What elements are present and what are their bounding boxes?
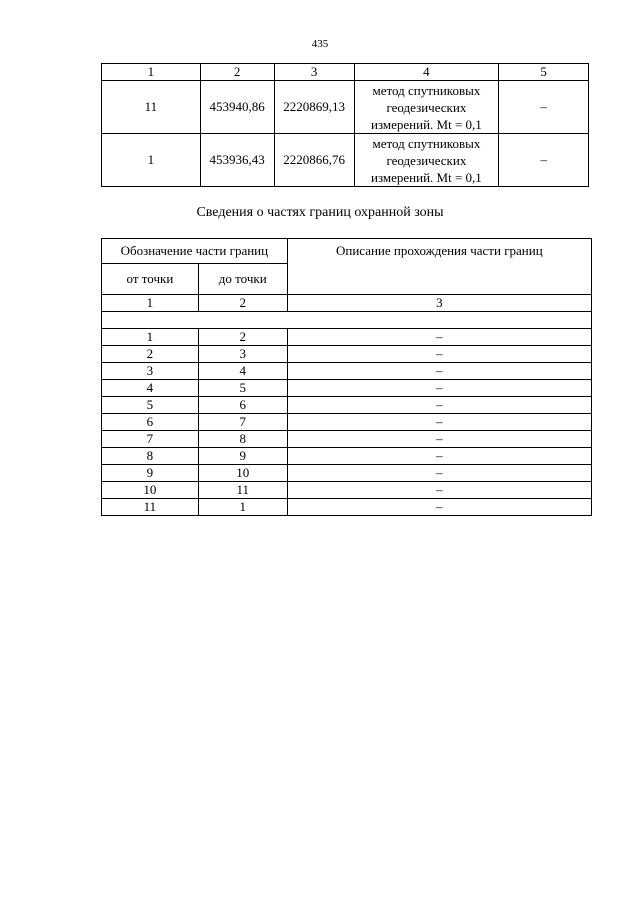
table-row	[102, 363, 592, 380]
description: –	[287, 346, 591, 363]
header-cell: 1	[102, 64, 201, 81]
column-numbers-row	[102, 295, 592, 312]
description: –	[287, 329, 591, 346]
header-row	[102, 239, 592, 264]
method-line: геодезических	[386, 152, 467, 168]
to-point: 11	[198, 482, 287, 499]
to-point: 8	[198, 431, 287, 448]
table-row	[102, 431, 592, 448]
page-number: 435	[311, 38, 329, 50]
description: –	[287, 397, 591, 414]
from-point: 3	[102, 363, 199, 380]
table-row	[102, 329, 592, 346]
note-cell: –	[499, 81, 589, 134]
empty-row	[102, 312, 592, 329]
description: –	[287, 414, 591, 431]
table-row	[102, 81, 589, 134]
to-point: 6	[198, 397, 287, 414]
table-row	[102, 346, 592, 363]
to-point: 3	[198, 346, 287, 363]
table-row	[102, 465, 592, 482]
description: –	[287, 363, 591, 380]
from-point: 4	[102, 380, 199, 397]
coordinate-y: 2220866,76	[274, 134, 354, 187]
method-cell	[354, 134, 499, 187]
to-point-header: до точки	[198, 264, 287, 295]
description: –	[287, 482, 591, 499]
header-cell: 4	[354, 64, 499, 81]
table-row	[102, 482, 592, 499]
from-point: 8	[102, 448, 199, 465]
table-row	[102, 134, 589, 187]
method-cell	[354, 81, 499, 134]
note-cell: –	[499, 134, 589, 187]
description-header: Описание прохождения части границ	[287, 239, 591, 295]
header-cell: 5	[499, 64, 589, 81]
method-line: геодезических	[386, 99, 467, 115]
from-point: 9	[102, 465, 199, 482]
method-line: метод спутниковых	[372, 82, 481, 98]
header-cell: 2	[200, 64, 274, 81]
coordinate-x: 453940,86	[200, 81, 274, 134]
coordinate-y: 2220869,13	[274, 81, 354, 134]
to-point: 4	[198, 363, 287, 380]
to-point: 7	[198, 414, 287, 431]
point-number: 11	[102, 81, 201, 134]
from-point: 10	[102, 482, 199, 499]
from-point-header: от точки	[102, 264, 199, 295]
method-line: метод спутниковых	[372, 135, 481, 151]
method-line: измерений. Mt = 0,1	[371, 116, 482, 132]
boundary-parts-table	[101, 238, 592, 516]
header-cell: 3	[274, 64, 354, 81]
to-point: 1	[198, 499, 287, 516]
from-point: 2	[102, 346, 199, 363]
table-row	[102, 397, 592, 414]
column-number: 3	[287, 295, 591, 312]
description: –	[287, 448, 591, 465]
description: –	[287, 499, 591, 516]
section-title: Сведения о частях границ охранной зоны	[196, 205, 444, 220]
from-point: 11	[102, 499, 199, 516]
table-row	[102, 414, 592, 431]
table-row	[102, 499, 592, 516]
coordinates-header-row	[102, 64, 589, 81]
designation-header: Обозначение части границ	[102, 239, 288, 264]
column-number: 1	[102, 295, 199, 312]
table-row	[102, 380, 592, 397]
point-number: 1	[102, 134, 201, 187]
to-point: 9	[198, 448, 287, 465]
coordinates-table	[101, 63, 589, 187]
empty-cell	[102, 312, 592, 329]
to-point: 5	[198, 380, 287, 397]
column-number: 2	[198, 295, 287, 312]
from-point: 7	[102, 431, 199, 448]
description: –	[287, 380, 591, 397]
description: –	[287, 465, 591, 482]
from-point: 1	[102, 329, 199, 346]
to-point: 2	[198, 329, 287, 346]
from-point: 6	[102, 414, 199, 431]
from-point: 5	[102, 397, 199, 414]
description: –	[287, 431, 591, 448]
table-row	[102, 448, 592, 465]
coordinate-x: 453936,43	[200, 134, 274, 187]
method-line: измерений. Mt = 0,1	[371, 169, 482, 185]
to-point: 10	[198, 465, 287, 482]
